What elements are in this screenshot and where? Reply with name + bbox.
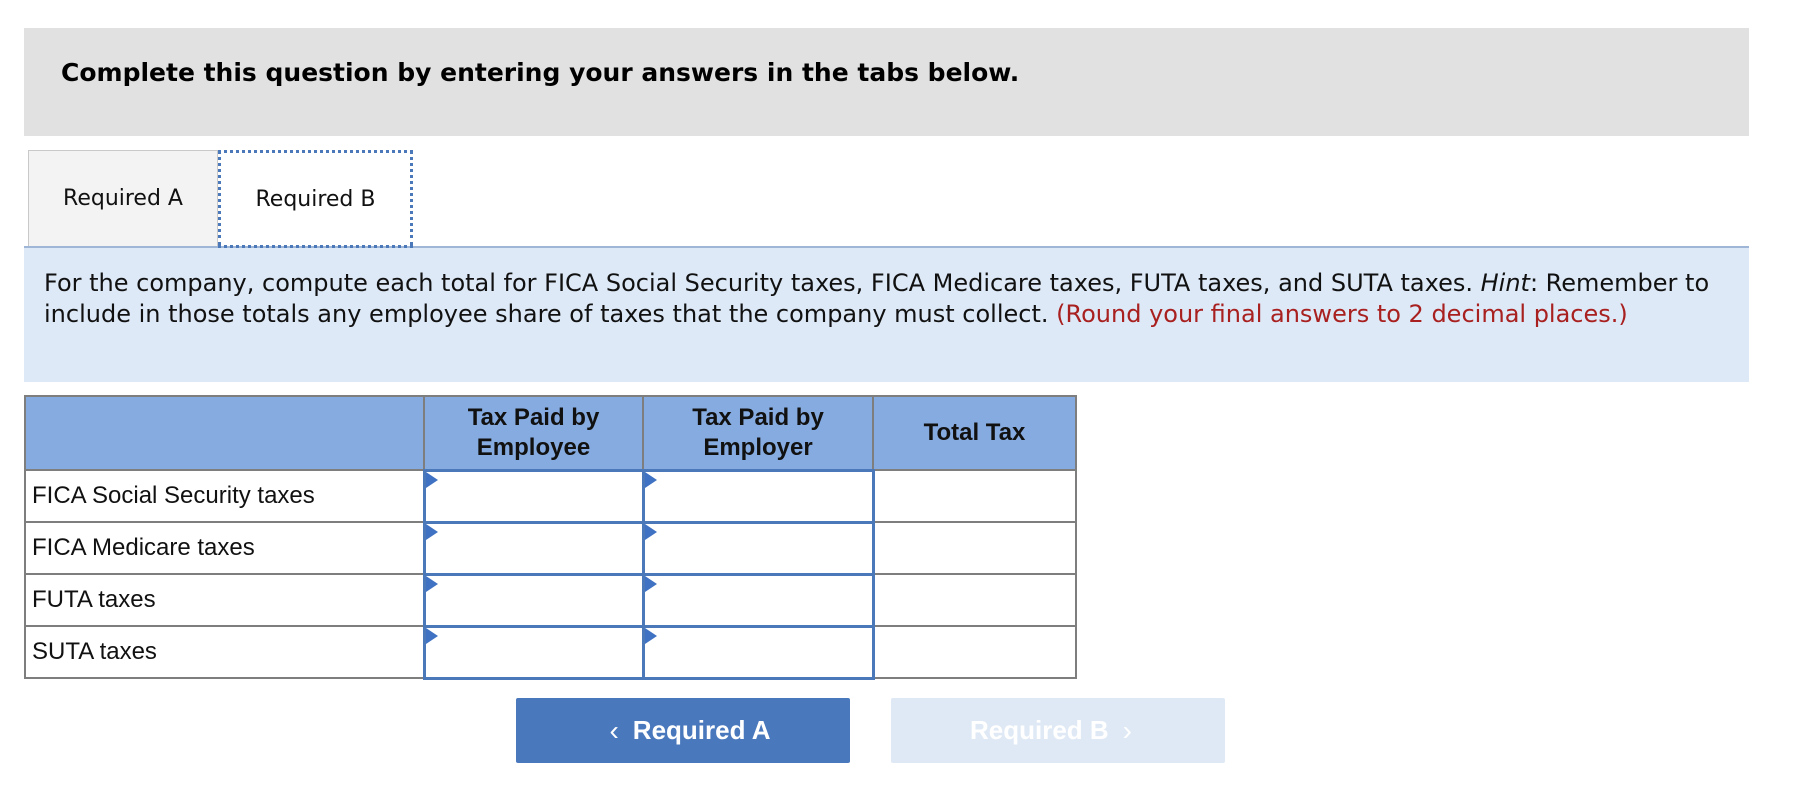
fica-medicare-total-cell — [873, 522, 1076, 574]
input-marker-icon — [426, 628, 438, 644]
next-button-label: Required B — [969, 715, 1109, 745]
chevron-right-icon: › — [1122, 714, 1132, 746]
employee-input-cell[interactable] — [424, 470, 643, 522]
input-marker-icon — [426, 472, 438, 488]
suta-employer-input[interactable] — [645, 628, 872, 677]
fica-ss-employer-input[interactable] — [645, 472, 872, 521]
input-marker-icon — [645, 524, 657, 540]
input-marker-icon — [645, 472, 657, 488]
fica-ss-total-cell — [873, 470, 1076, 522]
chevron-left-icon: ‹ — [609, 714, 619, 746]
question-text-part2: : Remember to include in those totals any employee share of taxes that the company must collect. — [44, 269, 1710, 328]
employee-input-cell[interactable] — [424, 574, 643, 626]
instruction-heading: Complete this question by entering your answers in the tabs below. — [61, 58, 1020, 87]
fica-medicare-employee-input[interactable] — [426, 524, 642, 573]
tab-focus-outline — [218, 245, 413, 248]
rounding-note: (Round your final answers to 2 decimal places.) — [1056, 300, 1628, 328]
futa-employer-input[interactable] — [645, 576, 872, 625]
input-marker-icon — [426, 524, 438, 540]
column-header-employer: Tax Paid by Employer — [643, 396, 873, 470]
column-header-total: Total Tax — [873, 396, 1076, 470]
suta-employee-input[interactable] — [426, 628, 642, 677]
employer-input-cell[interactable] — [643, 470, 873, 522]
suta-total-cell — [873, 626, 1076, 678]
question-panel — [24, 248, 1749, 382]
prev-required-a-button[interactable] — [516, 698, 850, 763]
employer-input-cell[interactable] — [643, 522, 873, 574]
fica-medicare-employer-input[interactable] — [645, 524, 872, 573]
input-marker-icon — [426, 576, 438, 592]
hint-label: Hint — [1480, 269, 1530, 297]
table-row — [25, 626, 1076, 678]
instruction-banner — [24, 28, 1749, 136]
employer-input-cell[interactable] — [643, 626, 873, 678]
table-row — [25, 470, 1076, 522]
row-label-fica-social-security: FICA Social Security taxes — [25, 470, 424, 522]
next-required-b-button[interactable] — [891, 698, 1225, 763]
employee-input-cell[interactable] — [424, 626, 643, 678]
column-header-blank — [25, 396, 424, 470]
prev-button-label: Required A — [632, 715, 771, 745]
employee-input-cell[interactable] — [424, 522, 643, 574]
futa-total-cell — [873, 574, 1076, 626]
fica-ss-employee-input[interactable] — [426, 472, 642, 521]
tab-label: Required B — [255, 187, 376, 212]
employer-input-cell[interactable] — [643, 574, 873, 626]
tab-label: Required A — [63, 186, 183, 211]
row-label-fica-medicare: FICA Medicare taxes — [25, 522, 424, 574]
question-text — [44, 268, 1734, 330]
input-marker-icon — [645, 628, 657, 644]
table-row — [25, 522, 1076, 574]
tab-required-a[interactable] — [28, 150, 218, 246]
row-label-suta: SUTA taxes — [25, 626, 424, 678]
row-label-futa: FUTA taxes — [25, 574, 424, 626]
tax-table — [24, 395, 1077, 680]
tab-required-b[interactable] — [218, 150, 413, 246]
input-marker-icon — [645, 576, 657, 592]
question-text-part1: For the company, compute each total for FICA Social Security taxes, FICA Medicare taxes, FUTA taxes, and SUTA taxes. — [44, 269, 1481, 297]
futa-employee-input[interactable] — [426, 576, 642, 625]
column-header-employee: Tax Paid by Employee — [424, 396, 643, 470]
table-header-row — [25, 396, 1076, 470]
table-row — [25, 574, 1076, 626]
